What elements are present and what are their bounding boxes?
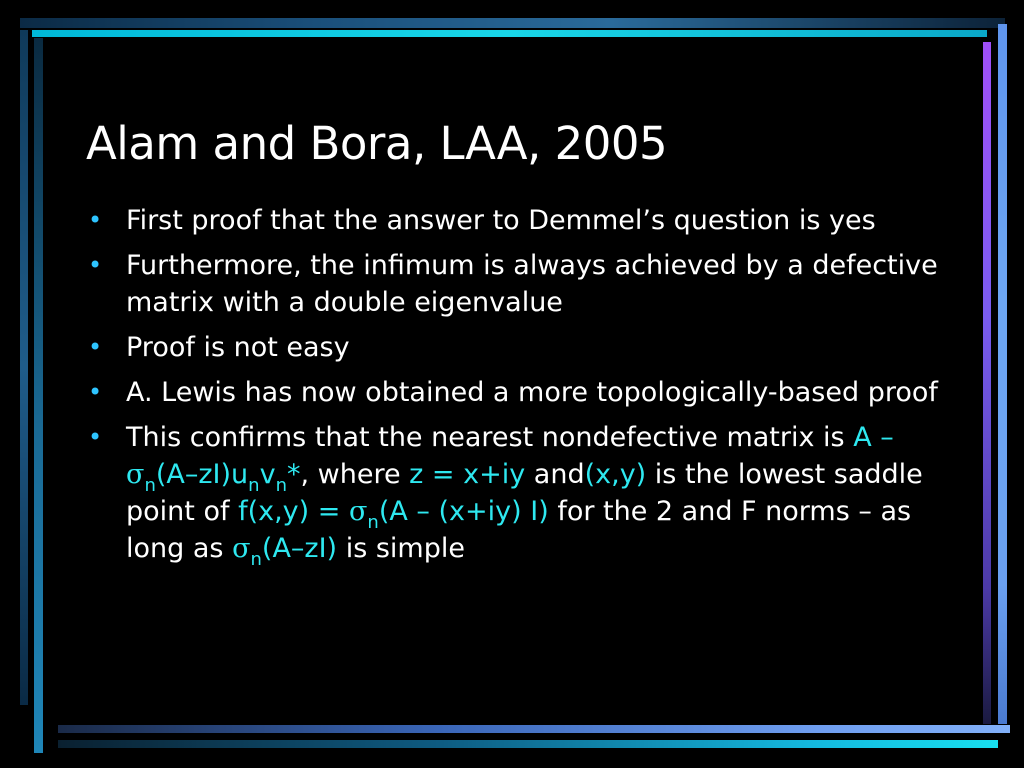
bullet-item-2 <box>86 247 944 321</box>
bullet-text: Furthermore, the infimum is always achieved by a defective matrix with a double eigenvalue <box>126 250 938 318</box>
f-definition <box>238 496 549 533</box>
slide-title: Alam and Bora, LAA, 2005 <box>86 117 668 170</box>
xy-expression: (x,y) <box>584 459 647 490</box>
simple-condition <box>232 533 338 570</box>
subscript-n: n <box>367 512 379 533</box>
right-decor-bar-purple <box>983 42 991 724</box>
is-simple-text: is simple <box>337 533 465 564</box>
left-decor-bar-inner <box>34 38 43 753</box>
bullet-dot-icon: • <box>88 378 103 406</box>
sigma-symbol: σ <box>348 496 368 527</box>
is-the-text: is the lowest saddle point of <box>126 459 923 527</box>
bullet-text: A. Lewis has now obtained a more topologically-based proof <box>126 377 938 408</box>
top-decor-bar-dark <box>20 18 1005 28</box>
z-definition: z = x+iy <box>409 459 526 490</box>
bullet-item-5 <box>86 419 944 570</box>
expr-v: v <box>259 459 276 490</box>
top-decor-bar-cyan <box>32 30 987 37</box>
bullet-text: Proof is not easy <box>126 332 350 363</box>
bottom-decor-bar-blue <box>58 725 1010 733</box>
subscript-n: n <box>248 475 260 496</box>
bullet-list <box>86 202 944 575</box>
expr-star: * <box>286 459 301 490</box>
sigma-symbol: σ <box>126 459 145 490</box>
for-norms-text: for the 2 and F norms – as long as <box>126 496 912 564</box>
f-def-arg: (A – (x+iy) I) <box>378 496 549 527</box>
f-def-lhs: f(x,y) = <box>238 496 349 527</box>
bullet-dot-icon: • <box>88 333 103 361</box>
bullet-dot-icon: • <box>88 251 103 279</box>
and-text: and <box>525 459 585 490</box>
simple-arg: (A–zI) <box>261 533 338 564</box>
subscript-n: n <box>250 549 262 570</box>
subscript-n: n <box>275 475 287 496</box>
bullet-item-1 <box>86 202 944 239</box>
bullet-text-line1: This confirms that the nearest nondefective matrix is <box>126 422 845 453</box>
bullet-dot-icon: • <box>88 206 103 234</box>
bullet-dot-icon: • <box>88 423 103 451</box>
bullet-text: First proof that the answer to Demmel’s question is yes <box>126 205 876 236</box>
expr-mid: (A–zI)u <box>155 459 249 490</box>
expr-a: A – <box>853 422 894 453</box>
bullet-item-4 <box>86 374 944 411</box>
bottom-decor-bar-cyan <box>58 740 998 748</box>
right-decor-bar-blue <box>998 24 1007 724</box>
sigma-symbol: σ <box>232 533 251 564</box>
bullet-item-3 <box>86 329 944 366</box>
left-decor-bar-outer <box>20 30 28 705</box>
where-text: , where <box>300 459 410 490</box>
subscript-n: n <box>144 475 156 496</box>
